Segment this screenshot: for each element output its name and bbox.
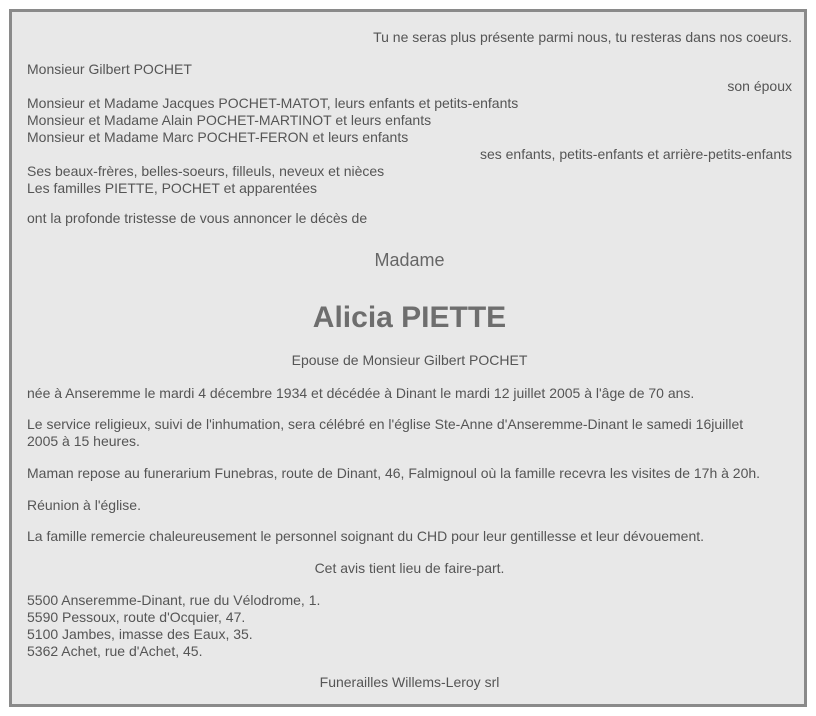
address-1: 5500 Anseremme-Dinant, rue du Vélodrome, 1. [27, 592, 321, 608]
reunion: Réunion à l'église. [27, 497, 141, 513]
spouse-name: Monsieur Gilbert POCHET [27, 61, 192, 77]
address-4: 5362 Achet, rue d'Achet, 45. [27, 643, 203, 659]
address-2: 5590 Pessoux, route d'Ocquier, 47. [27, 609, 246, 625]
relatives-1: Ses beaux-frères, belles-soeurs, filleuls, neveux et nièces [27, 163, 385, 179]
funerarium: Maman repose au funerarium Funebras, route de Dinant, 46, Falmignoul où la famille recevra les visites de 17h à 20h. [27, 465, 761, 481]
child-family-2: Monsieur et Madame Alain POCHET-MARTINOT et leurs enfants [27, 112, 432, 128]
service-line-2: 2005 à 15 heures. [27, 433, 140, 449]
obituary-frame [9, 9, 807, 707]
child-family-3: Monsieur et Madame Marc POCHET-FERON et leurs enfants [27, 129, 409, 145]
address-3: 5100 Jambes, imasse des Eaux, 35. [27, 626, 253, 642]
children-role: ses enfants, petits-enfants et arrière-petits-enfants [479, 146, 792, 162]
child-family-1: Monsieur et Madame Jacques POCHET-MATOT, leurs enfants et petits-enfants [27, 95, 519, 111]
thanks: La famille remercie chaleureusement le personnel soignant du CHD pour leur gentillesse et leur dévouement. [27, 528, 705, 544]
relatives-2: Les familles PIETTE, POCHET et apparentées [27, 180, 317, 196]
announcement: ont la profonde tristesse de vous annoncer le décès de [27, 210, 368, 226]
service-line-1: Le service religieux, suivi de l'inhumation, sera célébré en l'église Ste-Anne d'Anseremme-Dinant le samedi 16juillet [27, 416, 744, 432]
deceased-relation: Epouse de Monsieur Gilbert POCHET [291, 352, 528, 368]
deceased-title: Madame [374, 250, 445, 270]
birth-death: née à Anseremme le mardi 4 décembre 1934 et décédée à Dinant le mardi 12 juillet 2005 à l'âge de 70 ans. [27, 385, 695, 401]
undertaker: Funerailles Willems-Leroy srl [319, 674, 500, 690]
deceased-name: Alicia PIETTE [312, 301, 507, 334]
epigraph: Tu ne seras plus présente parmi nous, tu resteras dans nos coeurs. [373, 29, 792, 45]
notice: Cet avis tient lieu de faire-part. [314, 560, 505, 576]
spouse-role: son époux [727, 78, 792, 94]
